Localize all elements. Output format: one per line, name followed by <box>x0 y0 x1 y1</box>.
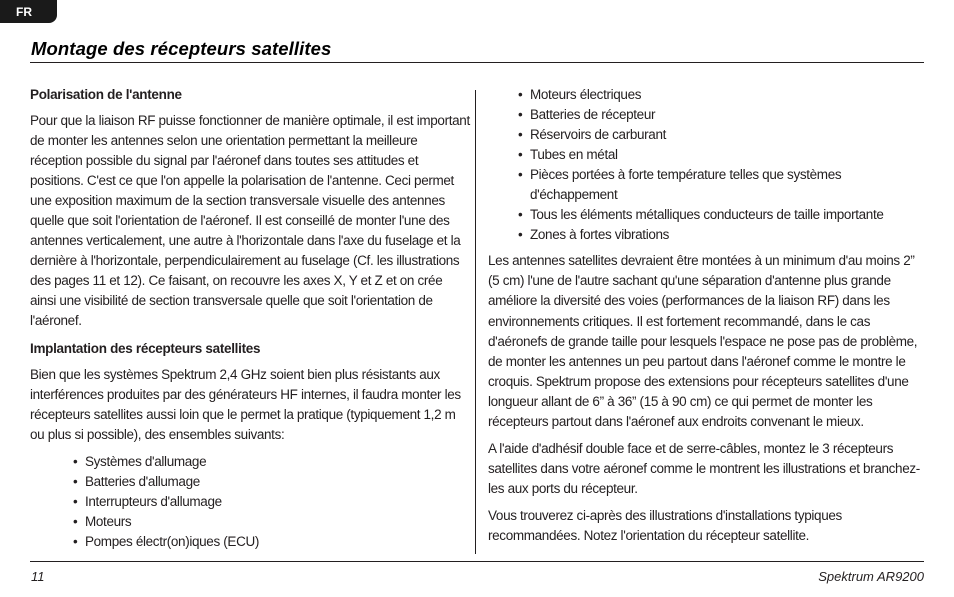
paragraph-illustrations: Vous trouverez ci-après des illustrations d'installations typiques recommandées. Notez l'orientation du récepteur satellite. <box>488 507 842 543</box>
language-tab: FR <box>0 0 57 23</box>
list-item: • Pompes électr(on)iques (ECU) <box>73 532 470 552</box>
list-item: • Systèmes d'allumage <box>73 452 470 472</box>
heading-satellite-placement: Implantation des récepteurs satellites <box>30 340 261 356</box>
list-item: • Zones à fortes vibrations <box>518 225 923 245</box>
list-item: • Moteurs électriques <box>518 85 923 105</box>
page-title: Montage des récepteurs satellites <box>31 38 332 59</box>
right-column <box>488 85 923 553</box>
list-item: • Batteries de récepteur <box>518 105 923 125</box>
header-rule <box>30 62 924 63</box>
paragraph-antenna-polarisation: Pour que la liaison RF puisse fonctionner de manière optimale, il est important de monter les antennes selon une orientation permettant la meilleure réception possible du signal par l'aéronef dans toutes ses attitudes et positions. C'est ce que l'on appelle la polarisation de l'antenne. Ceci permet une exposition maximum de la section transversale visuelle des antennes quelle que soit l'orientation de l'aéronef. Il est conseillé de monter l'une des antennes verticalement, une autre à l'horizontale dans l'axe du fuselage et la dernière à l'horizontale, perpendiculairement au fuselage (Cf. les illustrations des pages 11 et 12). Ce faisant, on recouvre les axes X, Y et Z et on crée ainsi une visibilité de section transversale quelle que soit l'orientation de l'aéronef. <box>30 113 470 329</box>
list-item: • Réservoirs de carburant <box>518 125 923 145</box>
paragraph-satellite-placement: Bien que les systèmes Spektrum 2,4 GHz soient bien plus résistants aux interférences produites par des générateurs HF internes, il faudra monter les récepteurs satellites aussi loin que le permet la pratique (typiquement 1,2 m ou plus si possible), des ensembles suivants: <box>30 366 461 442</box>
interference-source-list-continued <box>518 85 923 245</box>
product-name: Spektrum AR9200 <box>818 569 924 584</box>
page-number: 11 <box>31 569 45 584</box>
list-item: • Interrupteurs d'allumage <box>73 492 470 512</box>
paragraph-antenna-spacing: Les antennes satellites devraient être montées à un minimum d'au moins 2” (5 cm) l'une de l'autre sachant qu'une séparation d'antenne plus grande améliore la diversité des voies (performances de la liaison RF) dans les environnements critiques. Il est fortement recommandé, dans le cas d'aéronefs de grande taille pour lesquels l'espace ne pose pas de problème, de monter les antennes un peu partout dans l'aéronef comme le montre le croquis. Spektrum propose des extensions pour récepteurs satellites d'une longueur allant de 6” à 36” (15 à 90 cm) ce qui permet de monter les récepteurs partout dans l'aéronef aux endroits convenant le mieux. <box>488 253 918 429</box>
column-divider <box>475 90 476 554</box>
interference-source-list <box>73 452 470 552</box>
list-item: • Moteurs <box>73 512 470 532</box>
left-column <box>30 85 470 558</box>
list-item: • Batteries d'allumage <box>73 472 470 492</box>
paragraph-mounting: A l'aide d'adhésif double face et de serre-câbles, montez le 3 récepteurs satellites dans votre aéronef comme le montrent les illustrations et branchez-les aux ports du récepteur. <box>488 440 920 496</box>
list-item: • Tubes en métal <box>518 145 923 165</box>
heading-antenna-polarisation: Polarisation de l'antenne <box>30 87 182 102</box>
list-item: • Tous les éléments métalliques conducteurs de taille importante <box>518 205 923 225</box>
footer-rule <box>30 561 924 562</box>
list-item: • Pièces portées à forte température telles que systèmes d'échappement <box>518 165 923 205</box>
